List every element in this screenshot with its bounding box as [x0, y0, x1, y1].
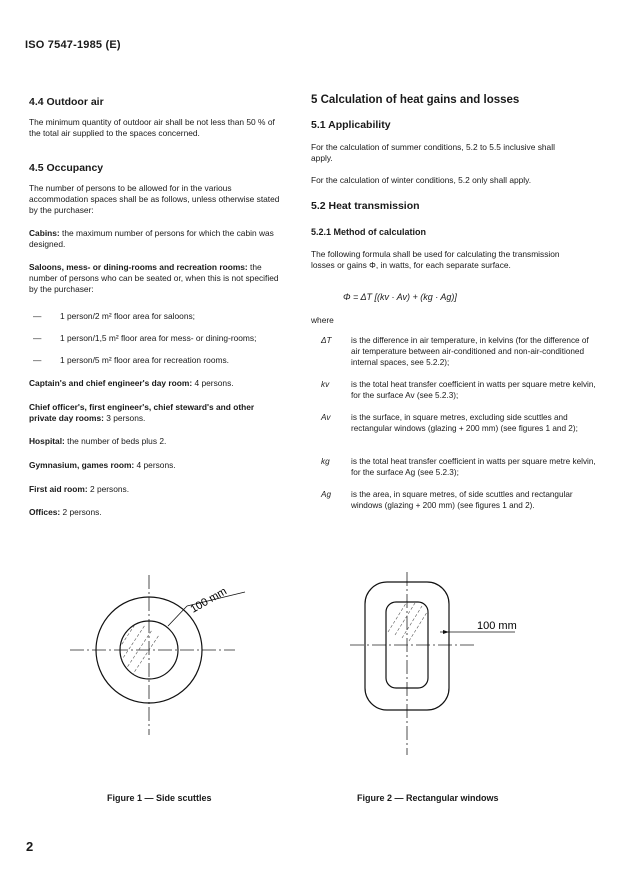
figure-2-caption: Figure 2 — Rectangular windows — [357, 793, 499, 803]
saloons-label: Saloons, mess- or dining-rooms and recreation rooms: — [29, 262, 248, 272]
hospital-label: Hospital: — [29, 436, 65, 446]
definition-symbol: ΔT — [321, 336, 332, 345]
first-aid-label: First aid room: — [29, 484, 88, 494]
definition-list — [311, 335, 606, 525]
document-header: ISO 7547-1985 (E) — [25, 39, 121, 51]
figure-2-rectangular-window-drawing — [340, 570, 570, 760]
definition-symbol: Av — [321, 413, 331, 422]
definition-symbol: kg — [321, 457, 330, 466]
list-item: — 1 person/5 m² floor area for recreation rooms. — [33, 355, 229, 365]
cabins-label: Cabins: — [29, 228, 60, 238]
section-4-4-title: 4.4 Outdoor air — [29, 96, 104, 108]
chief-officer-paragraph — [29, 402, 282, 424]
first-aid-paragraph — [29, 484, 282, 495]
section-5-2-title: 5.2 Heat transmission — [311, 200, 420, 212]
chief-officer-text: 3 persons. — [103, 413, 146, 423]
gymnasium-text: 4 persons. — [134, 460, 176, 470]
cabins-paragraph — [29, 228, 282, 250]
heat-formula — [343, 292, 457, 302]
saloons-text: the number of persons who can be seated or, when this is not specified by the purchaser: — [29, 262, 279, 294]
first-aid-text: 2 persons. — [87, 484, 130, 494]
figure-1-side-scuttle-drawing — [60, 570, 260, 760]
cabins-text: the maximum number of persons for which the cabin was designed. — [29, 228, 274, 249]
definition-text: is the total heat transfer coefficient in watts per square metre kelvin, for the surface Ag (see 5.2.3); — [351, 457, 596, 477]
definition-text: is the area, in square metres, of side scuttles and rectangular windows (glazing + 200 mm) (see figures 1 and 2). — [351, 490, 573, 510]
section-5-1-title: 5.1 Applicability — [311, 119, 391, 131]
figure-2-dimension-label: 100 mm — [477, 620, 517, 632]
section-5-2-1-title: 5.2.1 Method of calculation — [311, 227, 427, 237]
list-item: — 1 person/2 m² floor area for saloons; — [33, 311, 195, 321]
list-item: — 1 person/1,5 m² floor area for mess- or dining-rooms; — [33, 333, 257, 343]
hospital-paragraph — [29, 436, 282, 447]
chief-officer-label: Chief officer's, first engineer's, chief steward's and other private day rooms: — [29, 402, 255, 423]
captain-paragraph — [29, 378, 282, 389]
gymnasium-label: Gymnasium, games room: — [29, 460, 135, 470]
offices-label: Offices: — [29, 507, 61, 517]
gymnasium-paragraph — [29, 460, 282, 471]
offices-text: 2 persons. — [60, 507, 102, 517]
section-4-5-title: 4.5 Occupancy — [29, 162, 104, 174]
formula-text: Φ = ΔT [(kv · Av) + (kg · Ag)] — [343, 292, 457, 302]
captain-text: 4 persons. — [192, 378, 234, 388]
definition-symbol: Ag — [321, 490, 332, 499]
section-4-4-body: The minimum quantity of outdoor air shall be not less than 50 % of the total air supplied to the spaces concerned. — [29, 117, 275, 138]
where-label: where — [311, 315, 334, 325]
section-5-1-para-1: For the calculation of summer conditions, 5.2 to 5.5 inclusive shall apply. — [311, 142, 555, 163]
section-5-title: 5 Calculation of heat gains and losses — [311, 94, 520, 106]
saloons-paragraph — [29, 262, 282, 295]
definition-text: is the total heat transfer coefficient in watts per square metre kelvin, for the surface Av (see 5.2.3); — [351, 380, 596, 400]
captain-label: Captain's and chief engineer's day room: — [29, 378, 193, 388]
definition-text: is the difference in air temperature, in kelvins (for the difference of air temperature between air-conditioned and non-air-conditioned internal spaces, see 5.2.2); — [351, 336, 589, 367]
definition-symbol: kv — [321, 380, 330, 389]
section-5-2-1-body: The following formula shall be used for calculating the transmission losses or gains Φ, in watts, for each separate surface. — [311, 249, 560, 270]
offices-paragraph — [29, 507, 282, 518]
figure-1-caption: Figure 1 — Side scuttles — [107, 793, 212, 803]
hospital-text: the number of beds plus 2. — [64, 436, 167, 446]
figure-1-dimension-label: 100 mm — [188, 585, 229, 616]
section-5-1-para-2: For the calculation of winter conditions, 5.2 only shall apply. — [311, 175, 532, 185]
page-number: 2 — [26, 839, 34, 854]
definition-text: is the surface, in square metres, excluding side scuttles and rectangular windows (glazing + 200 mm) (see figures 1 and 2); — [351, 413, 578, 433]
section-4-5-body: The number of persons to be allowed for in the various accommodation spaces shall be as follows, unless otherwise stated by the purchaser: — [29, 183, 280, 215]
